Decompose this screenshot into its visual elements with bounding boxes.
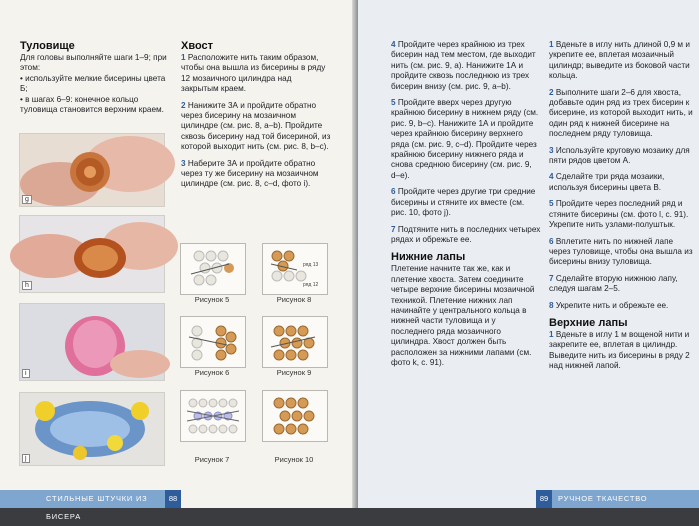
figure-8-row-label: ряд 13 [303, 262, 319, 268]
paw-step-7: Сделайте вторую нижнюю лапу, следуя шагам 2–5. [549, 273, 678, 294]
tail-step-6: Пройдите через другие три средние бисерины и стяните их вместе (см. рис. 10, фото j). [391, 187, 536, 218]
figure-9 [262, 316, 328, 368]
tail-step-1: Расположите нить таким образом, чтобы она вышла из бисерины в ряду 12 мозаичного цилиндра над закрытым краем. [181, 53, 326, 94]
photo-h-label: h [22, 281, 32, 290]
tail-step-7-number: 7 [391, 224, 396, 234]
right-footer: РУЧНОЕ ТКАЧЕСТВО [552, 490, 699, 508]
photo-j [19, 392, 165, 466]
left-page-number: 88 [165, 490, 181, 508]
paw-step-2: Выполните шаги 2–6 для хвоста, добавьте один ряд из трех бисерин к бисерине, из которой выходит нить, и один ряд к нижней бисерине на последнем ряду туловища. [549, 87, 693, 139]
torso-bullet-1: • используйте мелкие бисерины цвета Б; [20, 73, 166, 94]
paw-step-1-number: 1 [549, 40, 554, 49]
figure-5-diagram [181, 244, 245, 294]
photo-j-image [20, 393, 164, 465]
figure-6-diagram [181, 317, 245, 367]
paw-step-2-number: 2 [549, 87, 554, 97]
figure-8-caption: Рисунок 8 [276, 295, 312, 304]
figure-8 [262, 243, 328, 295]
tail-step-4: Пройдите через крайнюю из трех бисерин над тем местом, где выходит нить (см. рис. 9, a). Нанижите 1А и пройдите сквозь последнюю из трех бисерин внизу (см. рис. 9, a–b). [391, 40, 536, 91]
paw-step-5: Пройдите через последний ряд и стяните бисерины (см. фото l, c. 91). Укрепите нить узлами-полуштык. [549, 199, 689, 230]
photo-g [19, 133, 165, 207]
photo-g-image [20, 134, 164, 206]
right-column-2 [549, 40, 695, 378]
figure-9-diagram [263, 317, 327, 367]
paw-step-3: Используйте круговую мозаику для пяти рядов цветом А. [549, 145, 690, 166]
photo-h [19, 215, 165, 293]
torso-section [20, 40, 170, 115]
tail-step-3: Наберите 3А и пройдите обратно через ту же бисерину на мозаичном цилиндре (см. рис. 8, c–d, фото i). [181, 158, 319, 189]
tail-step-5-number: 5 [391, 98, 396, 108]
tail-step-4-number: 4 [391, 40, 396, 49]
tail-section [181, 40, 331, 196]
tail-step-2: Нанижите 3А и пройдите обратно через бисерину на мозаичном цилиндре (см. рис. 8, a–b). Пройдите сквозь бисерину над той бисериной, из которой выходит нить (см. рис. 8, b–c). [181, 100, 331, 152]
tail-step-6-number: 6 [391, 187, 396, 197]
figure-10 [262, 390, 328, 442]
figure-7 [180, 390, 246, 442]
paw-step-1: Вденьте в иглу нить длиной 0,9 м и укрепите ее, вплетая мозаичный цилиндр; выведите из боковой части кольца. [549, 40, 690, 81]
figure-6-caption: Рисунок 6 [194, 368, 230, 377]
paw-step-6-number: 6 [549, 236, 554, 246]
lower-paws-heading: Нижние лапы [391, 251, 466, 264]
paw-step-8: Укрепите нить и обрежьте ее. [555, 300, 669, 310]
upper-paws-heading: Верхние лапы [549, 316, 628, 329]
figure-8-row-label-2: ряд 12 [303, 282, 319, 288]
paw-step-7-number: 7 [549, 273, 554, 283]
tail-step-5: Пройдите вверх через другую крайнюю бисерину в нижнем ряду (см. рис. 9, b–c). Нанижите 1А и пройдите через крайнюю бисерину верхнего ряда (см. рис. 9, c–d). Пройдите через крайнюю бисерину нижнего ряда и снова среднюю бисерину (см. рис. 9, d–e). [391, 98, 539, 180]
torso-bullet-2: • в шагах 6–9: конечное кольцо туловища становится верхним краем. [20, 94, 164, 115]
photo-j-label: j [22, 454, 30, 463]
figure-10-caption: Рисунок 10 [274, 455, 314, 464]
paw-step-8-number: 8 [549, 300, 554, 310]
upper-paw-step-1: Вденьте в иглу 1 м вощеной нити и закрепите ее, вплетая в цилиндр. Выведите нить из бисерины в ряду 2 над нижней лапой. [549, 329, 690, 371]
torso-intro: Для головы выполняйте шаги 1–9; при этом: [20, 53, 167, 73]
left-footer: СТИЛЬНЫЕ ШТУЧКИ ИЗ БИСЕРА [0, 490, 165, 508]
photo-i-image [20, 304, 164, 380]
photo-g-label: g [22, 195, 32, 204]
photo-i-label: i [22, 369, 30, 378]
tail-heading: Хвост [181, 40, 214, 52]
figure-6 [180, 316, 246, 368]
paw-step-3-number: 3 [549, 145, 554, 155]
right-column-1 [391, 40, 541, 374]
tail-step-7: Подтяните нить в последних четырех рядах и обрежьте ее. [391, 224, 541, 244]
upper-paw-step-1-number: 1 [549, 329, 554, 339]
tail-step-2-number: 2 [181, 100, 186, 110]
figure-7-caption: Рисунок 7 [194, 455, 230, 464]
figure-9-caption: Рисунок 9 [276, 368, 312, 377]
figure-5 [180, 243, 246, 295]
paw-step-6: Вплетите нить по нижней лапе через туловище, чтобы она вышла из бисерины внизу туловища. [549, 236, 693, 267]
torso-heading: Туловище [20, 40, 75, 52]
figure-5-caption: Рисунок 5 [194, 295, 230, 304]
figure-7-diagram [181, 391, 245, 441]
paw-step-4: Сделайте три ряда мозаики, используя бисерины цвета В. [549, 172, 665, 192]
tail-step-1-number: 1 [181, 53, 186, 62]
tail-step-3-number: 3 [181, 158, 186, 168]
paw-step-4-number: 4 [549, 172, 554, 182]
right-page [358, 0, 699, 508]
figure-10-diagram [263, 391, 327, 441]
paw-step-5-number: 5 [549, 199, 554, 209]
figure-8-diagram [263, 244, 327, 294]
lower-paws-paragraph: Плетение начните так же, как и плетение хвоста. Затем соедините четыре верхние бисерины мозаичной техникой. Плетение нижних лап начинайте у центрального кольца в нижней части туловища и у последнего ряда мозаичного цилиндра. Хвост должен быть расположен за нижними лапами (см. фото k, c. 91). [391, 264, 535, 367]
photo-i [19, 303, 165, 381]
photo-h-image [20, 216, 164, 292]
right-page-number: 89 [536, 490, 552, 508]
